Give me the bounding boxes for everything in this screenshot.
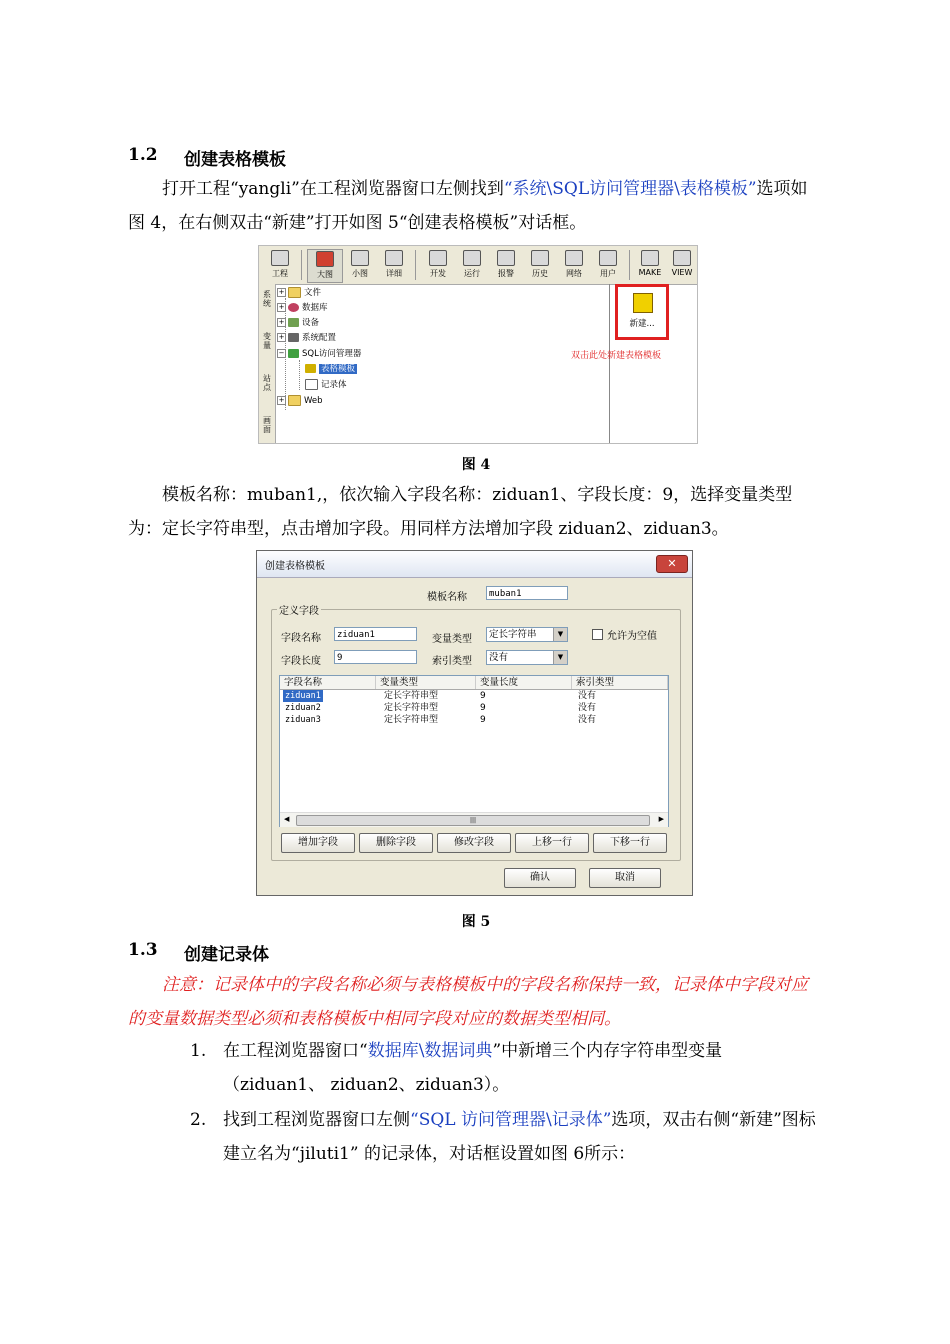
alarm-icon [497,250,515,266]
close-button[interactable]: ✕ [656,555,688,573]
side-tab-bar [259,284,276,444]
user-key-icon [599,250,617,266]
toolbar-develop-button[interactable]: 开发 [421,249,455,281]
view-icon [673,250,691,266]
tree-node-table-template[interactable]: 表格模板 [305,362,357,376]
column-header-var-type[interactable]: 变量类型 [376,676,476,689]
field-name-label: 字段名称 [281,633,321,644]
column-header-var-length[interactable]: 变量长度 [476,676,572,689]
field-list[interactable] [279,675,669,827]
toolbar-run-button[interactable]: 运行 [455,249,489,281]
index-type-label: 索引类型 [432,656,472,667]
dialog-titlebar [257,551,692,578]
var-type-label: 变量类型 [432,634,472,645]
scrollbar-thumb[interactable]: ||| [296,815,650,826]
delete-field-button[interactable]: 删除字段 [359,833,433,853]
detail-icon [385,250,403,266]
new-template-icon [633,293,653,313]
section-number: 1.3 [128,940,158,960]
list-number: 1. [190,1041,207,1061]
network-icon [565,250,583,266]
folder-icon [288,395,301,406]
text: 打开工程“yangli”在工程浏览器窗口左侧找到 [162,179,504,199]
folder-icon [288,287,301,298]
index-type-select[interactable]: 没有 ▼ [486,650,568,665]
toolbar-make-button[interactable]: MAKE [633,249,667,281]
section-heading-1-2 [128,145,528,169]
large-icon-icon [316,251,334,267]
toolbar-small-icon-button[interactable]: 小图 [343,249,377,281]
menu-path-link: “系统\SQL访问管理器\表格模板” [503,179,757,199]
toolbar [259,246,697,285]
side-tab-variable[interactable]: 变量 [263,332,271,350]
horizontal-scrollbar[interactable] [280,812,668,827]
chevron-down-icon: ▼ [553,628,567,641]
tools-icon [288,333,299,342]
double-click-hint: 双击此处新建表格模板 [571,351,662,361]
toolbar-network-button[interactable]: 网络 [557,249,591,281]
table-row[interactable]: ziduan3 定长字符串型 9 没有 [285,715,597,725]
database-icon [288,303,299,312]
column-header-field-name[interactable]: 字段名称 [280,676,376,689]
tree-node-device[interactable]: + 设备 [278,318,320,328]
tree-node-file[interactable]: + 文件 [278,288,322,298]
tree-node-web[interactable]: + Web [278,396,323,406]
project-icon [271,250,289,266]
template-name-label: 模板名称 [427,592,467,603]
list-number: 2. [190,1110,207,1130]
template-icon [305,364,316,373]
device-icon [288,318,299,327]
allow-null-label: 允许为空值 [607,631,657,642]
move-down-button[interactable]: 下移一行 [593,833,667,853]
paragraph-steps: 模板名称：muban1,，依次输入字段名称：ziduan1、字段长度：9，选择变量类型为：定长字符串型，点击增加字段。用同样方法增加字段 ziduan2、ziduan3。 [128,485,793,539]
sql-icon [288,349,299,358]
record-icon [305,379,318,390]
figure-5-caption: 图 5 [461,914,491,930]
tree-node-sql-manager[interactable]: − SQL访问管理器 [278,349,362,359]
field-name-input[interactable]: ziduan1 [334,627,417,641]
toolbar-large-icon-button[interactable]: 大图 [307,249,343,283]
side-tab-system[interactable]: 系统 [263,290,271,308]
allow-null-checkbox[interactable] [592,629,603,640]
new-template-highlight[interactable] [615,284,669,340]
section-title: 创建表格模板 [184,150,286,170]
paragraph-intro [128,172,824,240]
ok-button[interactable]: 确认 [504,868,576,888]
toolbar-history-button[interactable]: 历史 [523,249,557,281]
text: 选项如图 4，在右侧双击“新建”打开如图 5“创建表格模板”对话框。 [128,179,808,233]
chevron-down-icon: ▼ [553,651,567,664]
column-header-index-type[interactable]: 索引类型 [572,676,668,689]
record-path-link: “SQL 访问管理器\记录体” [410,1110,612,1130]
tree-node-record[interactable]: 记录体 [305,378,347,392]
section-number: 1.2 [128,145,158,165]
figure-4-project-browser [258,245,698,444]
dialog-title: 创建表格模板 [265,561,325,572]
history-icon [531,250,549,266]
move-up-button[interactable]: 上移一行 [515,833,589,853]
field-length-input[interactable]: 9 [334,650,417,664]
tree-node-system-config[interactable]: + 系统配置 [278,333,337,343]
figure-5-create-template-dialog [256,550,693,896]
develop-icon [429,250,447,266]
toolbar-user-button[interactable]: 用户 [591,249,625,281]
section-heading-1-3 [128,940,528,964]
scroll-left-icon[interactable]: ◀ [284,815,290,823]
field-length-label: 字段长度 [281,656,321,667]
var-type-select[interactable]: 定长字符串 ▼ [486,627,568,642]
data-dictionary-link: 数据库\数据词典 [367,1041,493,1061]
make-icon [641,250,659,266]
note-paragraph: 注意：记录体中的字段名称必须与表格模板中的字段名称保持一致，记录体中字段对应的变量数据类型必须和表格模板中相同字段对应的数据类型相同。 [128,975,808,1029]
new-label: 新建... [629,319,655,329]
small-icon-icon [351,250,369,266]
toolbar-view-button[interactable]: VIEW [667,249,697,281]
figure-4-caption: 图 4 [461,457,491,473]
add-field-button[interactable]: 增加字段 [281,833,355,853]
define-fields-label: 定义字段 [277,602,321,617]
list-item-1: 1. 在工程浏览器窗口“数据库\数据词典”中新增三个内存字符串型变量（ziduan1、 ziduan2、ziduan3）。 [128,1034,824,1102]
tree-node-database[interactable]: + 数据库 [278,303,328,313]
template-name-input[interactable]: muban1 [486,586,568,600]
toolbar-detail-button[interactable]: 详细 [377,249,411,281]
field-list-header [280,676,668,690]
list-item-2: 2. 找到工程浏览器窗口左侧“SQL 访问管理器\记录体”选项，双击右侧“新建”图标建立名为“jiluti1” 的记录体，对话框设置如图 6所示： [128,1103,824,1171]
section-title: 创建记录体 [184,945,269,965]
toolbar-project-button[interactable]: 工程 [263,249,297,281]
modify-field-button[interactable]: 修改字段 [437,833,511,853]
table-row[interactable]: ziduan1 定长字符串型 9 没有 [285,691,597,701]
toolbar-alarm-button[interactable]: 报警 [489,249,523,281]
table-row[interactable]: ziduan2 定长字符串型 9 没有 [285,703,597,713]
run-icon [463,250,481,266]
cancel-button[interactable]: 取消 [589,868,661,888]
side-tab-site[interactable]: 站点 [263,374,271,392]
side-tab-screen[interactable]: 画面 [263,416,271,434]
scroll-right-icon[interactable]: ▶ [658,815,664,823]
